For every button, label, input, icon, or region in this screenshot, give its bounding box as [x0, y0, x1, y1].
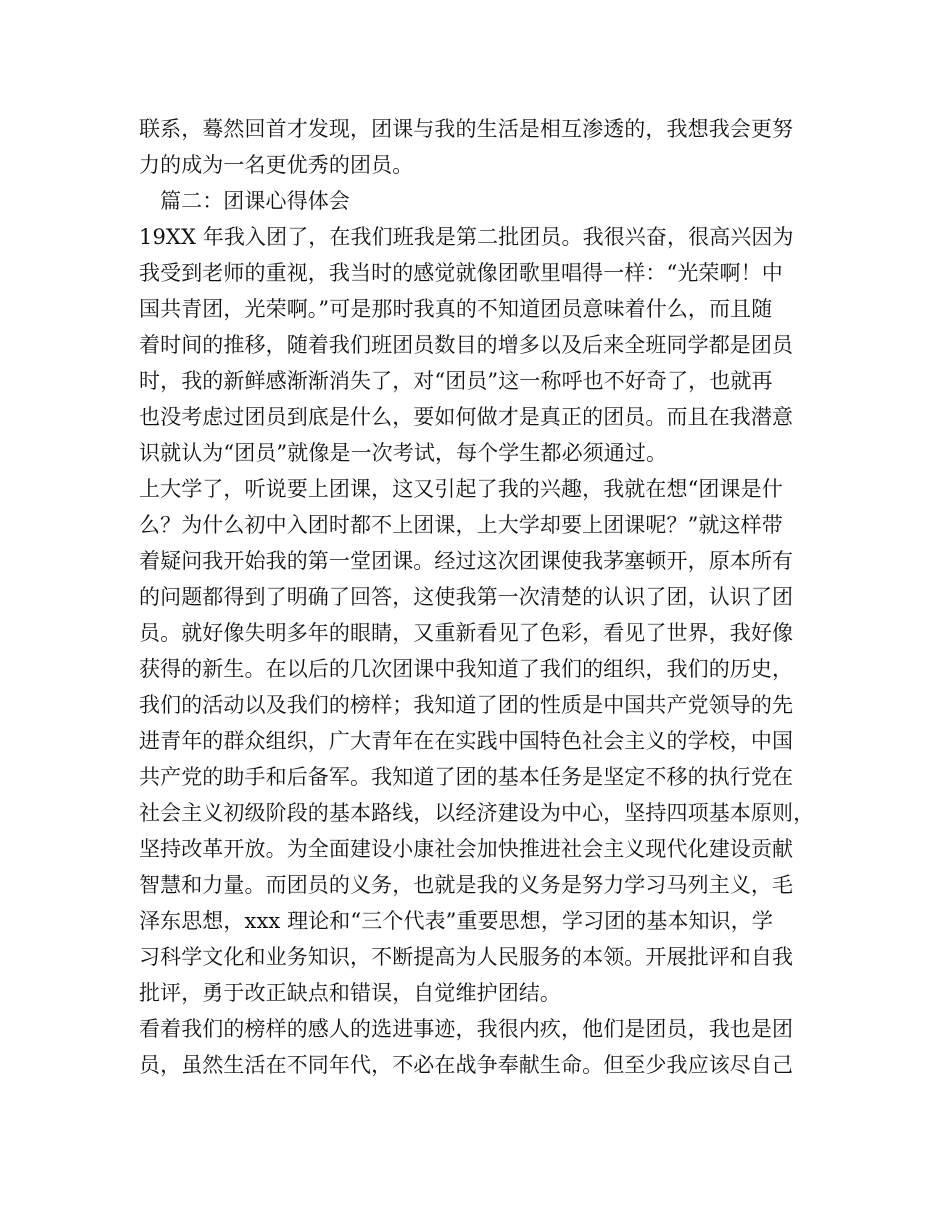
text-line: 么？为什么初中入团时都不上团课，上大学却要上团课呢？”就这样带 [139, 513, 783, 537]
text-line: 社会主义初级阶段的基本路线，以经济建设为中心，坚持四项基本原则， [139, 801, 815, 825]
text-line: 19XX 年我入团了，在我们班我是第二批团员。我很兴奋，很高兴因为 [139, 225, 794, 249]
text-line: 泽东思想，xxx 理论和“三个代表”重要思想，学习团的基本知识，学 [139, 909, 773, 933]
text-line: 着疑问我开始我的第一堂团课。经过这次团课使我茅塞顿开，原本所有 [139, 549, 794, 573]
text-line: 共产党的助手和后备军。我知道了团的基本任务是坚定不移的执行党在 [139, 765, 794, 789]
text-line: 员。就好像失明多年的眼睛，又重新看见了色彩，看见了世界，我好像 [139, 621, 794, 645]
text-line: 识就认为“团员”就像是一次考试，每个学生都必须通过。 [139, 441, 668, 465]
text-line: 智慧和力量。而团员的义务，也就是我的义务是努力学习马列主义，毛 [139, 873, 794, 897]
text-line: 批评，勇于改正缺点和错误，自觉维护团结。 [139, 981, 561, 1005]
text-line: 看着我们的榜样的感人的选进事迹，我很内疚，他们是团员，我也是团 [139, 1017, 794, 1041]
text-line: 获得的新生。在以后的几次团课中我知道了我们的组织，我们的历史， [139, 657, 794, 681]
text-line: 时，我的新鲜感渐渐消失了，对“团员”这一称呼也不好奇了，也就再 [139, 369, 773, 393]
section-heading: 篇二：团课心得体会 [160, 189, 350, 213]
text-line: 我受到老师的重视，我当时的感觉就像团歌里唱得一样：“光荣啊！中 [139, 261, 783, 285]
text-line: 联系，蓦然回首才发现，团课与我的生活是相互渗透的，我想我会更努 [139, 117, 794, 141]
text-line: 力的成为一名更优秀的团员。 [139, 153, 414, 177]
text-line: 国共青团，光荣啊。”可是那时我真的不知道团员意味着什么，而且随 [139, 297, 773, 321]
text-line: 我们的活动以及我们的榜样；我知道了团的性质是中国共产党领导的先 [139, 693, 794, 717]
text-line: 着时间的推移，随着我们班团员数目的增多以及后来全班同学都是团员 [139, 333, 794, 357]
text-line: 习科学文化和业务知识，不断提高为人民服务的本领。开展批评和自我 [139, 945, 794, 969]
text-line: 也没考虑过团员到底是什么，要如何做才是真正的团员。而且在我潜意 [139, 405, 794, 429]
text-line: 坚持改革开放。为全面建设小康社会加快推进社会主义现代化建设贡献 [139, 837, 794, 861]
text-line: 的问题都得到了明确了回答，这使我第一次清楚的认识了团，认识了团 [139, 585, 794, 609]
text-line: 进青年的群众组织，广大青年在在实践中国特色社会主义的学校，中国 [139, 729, 794, 753]
text-line: 上大学了，听说要上团课，这又引起了我的兴趣，我就在想“团课是什 [139, 477, 783, 501]
text-line: 员，虽然生活在不同年代，不必在战争奉献生命。但至少我应该尽自己 [139, 1053, 794, 1077]
